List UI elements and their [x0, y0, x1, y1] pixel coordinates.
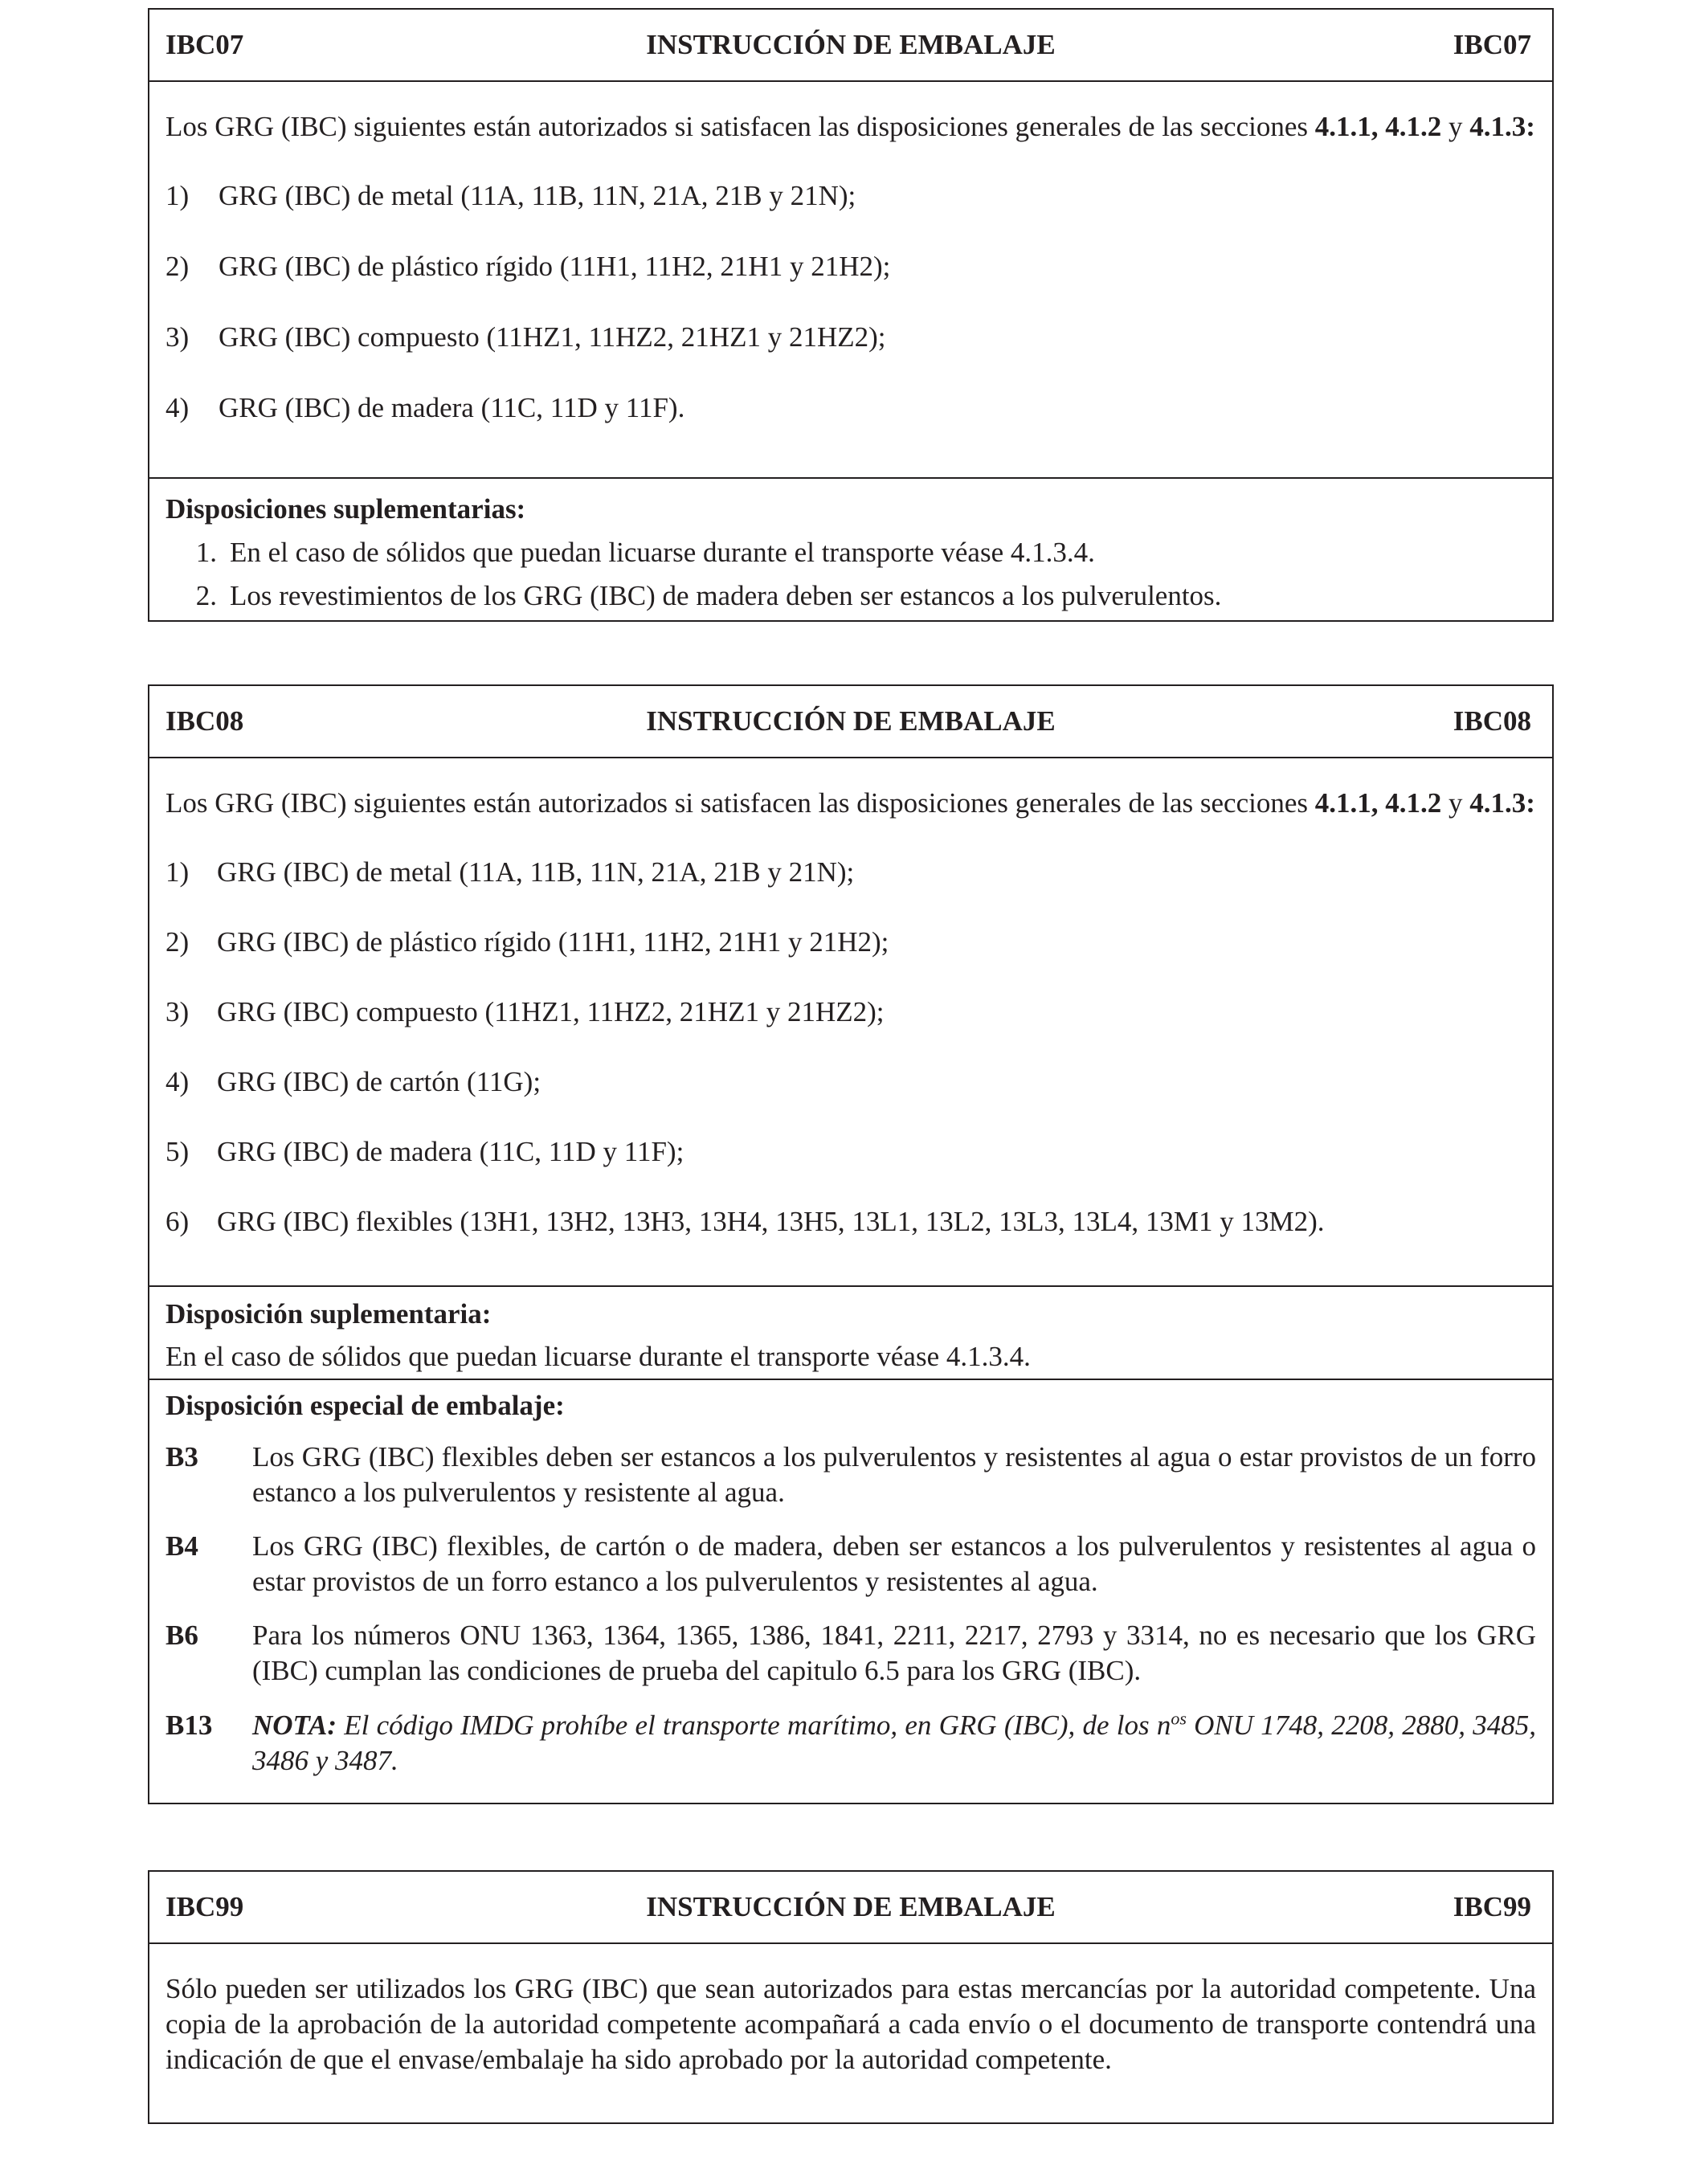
ibc08-special-label: Disposición especial de embalaje: — [165, 1390, 565, 1421]
special-provision-b13: B13 NOTA: El código IMDG prohíbe el transporte marítimo, en GRG (IBC), de los $n^{os}$ ONU 1748, 2208, 2880, 3485, 3486 y 3487. — [165, 1708, 1536, 1776]
ibc99-title: INSTRUCCIÓN DE EMBALAJE — [646, 1891, 1056, 1922]
ibc08-supp-label: Disposición suplementaria: — [165, 1298, 492, 1330]
ibc99-box — [148, 1870, 1554, 2124]
list-item: 2) GRG (IBC) de plástico rígido (11H1, 11H2, 21H1 y 21H2); — [165, 926, 889, 958]
list-item: 3) GRG (IBC) compuesto (11HZ1, 11HZ2, 21HZ1 y 21HZ2); — [165, 996, 885, 1027]
list-item: 5) GRG (IBC) de madera (11C, 11D y 11F); — [165, 1136, 684, 1167]
ibc99-code-right: IBC99 — [1453, 1891, 1531, 1922]
ibc08-title: INSTRUCCIÓN DE EMBALAJE — [646, 705, 1056, 737]
ibc07-code-left: IBC07 — [165, 29, 244, 60]
list-item: 3) GRG (IBC) compuesto (11HZ1, 11HZ2, 21HZ1 y 21HZ2); — [165, 321, 886, 353]
ibc08-box — [148, 684, 1554, 1804]
ibc08-supplementary-section — [149, 1285, 1552, 1379]
list-item: 1) GRG (IBC) de metal (11A, 11B, 11N, 21A, 21B y 21N); — [165, 180, 856, 211]
ibc07-code-right: IBC07 — [1453, 29, 1531, 60]
ibc07-header — [149, 10, 1552, 82]
ibc08-authorized-section — [149, 758, 1552, 1285]
special-provision-b3: B3 Los GRG (IBC) flexibles deben ser estancos a los pulverulentos y resistentes al agua o estar provistos de un forro estanco a los pulverulentos y resistente al agua. — [165, 1441, 1536, 1508]
list-item: 1. En el caso de sólidos que puedan licuarse durante el transporte véase 4.1.3.4. — [195, 537, 1095, 568]
ibc99-header — [149, 1872, 1552, 1944]
ibc07-supplementary-section — [149, 477, 1552, 620]
ibc07-authorized-section — [149, 82, 1552, 477]
ibc07-box — [148, 8, 1554, 622]
list-item: 4) GRG (IBC) de cartón (11G); — [165, 1066, 541, 1097]
ibc08-header — [149, 686, 1552, 758]
ibc07-supp-label: Disposiciones suplementarias: — [165, 493, 526, 525]
list-item: 2) GRG (IBC) de plástico rígido (11H1, 11H2, 21H1 y 21H2); — [165, 251, 891, 282]
ibc07-intro: Los GRG (IBC) siguientes están autorizados si satisfacen las disposiciones generales de las secciones 4.1.1, 4.1.2 y 4.1.3: — [165, 111, 1535, 142]
list-item: 2. Los revestimientos de los GRG (IBC) de madera deben ser estancos a los pulverulentos. — [195, 580, 1222, 611]
list-item: 6) GRG (IBC) flexibles (13H1, 13H2, 13H3, 13H4, 13H5, 13L1, 13L2, 13L3, 13L4, 13M1 y 13M2). — [165, 1206, 1325, 1237]
ibc99-code-left: IBC99 — [165, 1891, 244, 1922]
special-provision-b4: B4 Los GRG (IBC) flexibles, de cartón o de madera, deben ser estancos a los pulverulentos y resistentes al agua o estar provistos de un forro estanco a los pulverulentos y resistentes al agua. — [165, 1530, 1536, 1597]
ibc08-supp-text: En el caso de sólidos que puedan licuarse durante el transporte véase 4.1.3.4. — [165, 1341, 1031, 1372]
special-provision-b6: B6 Para los números ONU 1363, 1364, 1365, 1386, 1841, 2211, 2217, 2793 y 3314, no es necesario que los GRG (IBC) cumplan las condiciones de prueba del capitulo 6.5 para los GRG (IBC). — [165, 1620, 1536, 1686]
ibc08-code-right: IBC08 — [1453, 705, 1531, 737]
ibc99-body-section — [149, 1944, 1552, 2122]
list-item: 1) GRG (IBC) de metal (11A, 11B, 11N, 21A, 21B y 21N); — [165, 856, 855, 888]
ibc08-intro: Los GRG (IBC) siguientes están autorizados si satisfacen las disposiciones generales de las secciones 4.1.1, 4.1.2 y 4.1.3: — [165, 787, 1535, 819]
list-item: 4) GRG (IBC) de madera (11C, 11D y 11F). — [165, 392, 685, 423]
ibc99-body: Sólo pueden ser utilizados los GRG (IBC) que sean autorizados para estas mercancías por la autoridad competente. Una copia de la aprobación de la autoridad competente acompañará a cada envío o el documento de transporte contendrá una indicación de que el envase/embalaje ha sido aprobado por la autoridad competente. — [165, 1973, 1536, 2075]
ibc08-special-section — [149, 1379, 1552, 1803]
ibc08-code-left: IBC08 — [165, 705, 244, 737]
ibc07-title: INSTRUCCIÓN DE EMBALAJE — [646, 29, 1056, 60]
